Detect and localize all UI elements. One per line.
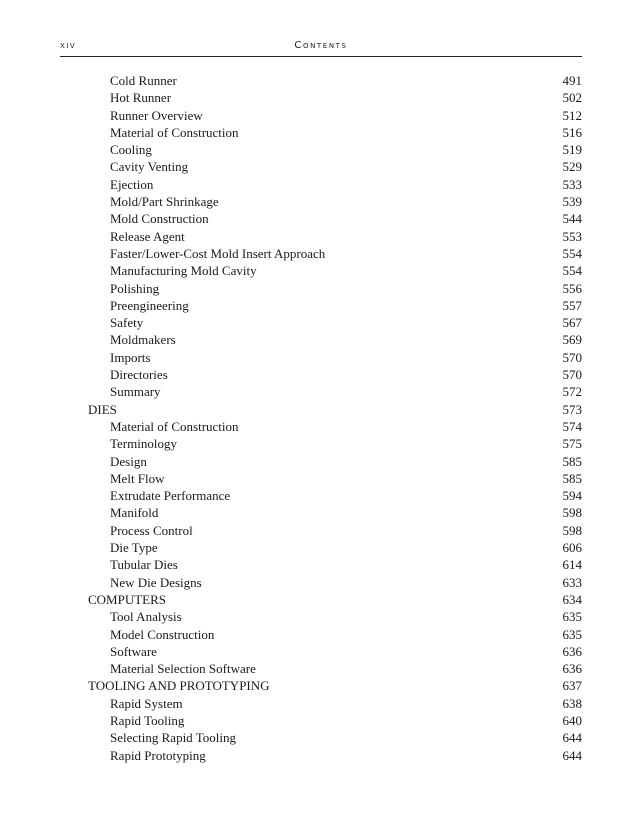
table-of-contents bbox=[0, 72, 638, 764]
toc-entry bbox=[0, 747, 638, 764]
toc-entry-page: 516 bbox=[562, 124, 582, 140]
toc-entry-title: Material of Construction bbox=[110, 124, 239, 140]
toc-entry bbox=[0, 210, 638, 227]
toc-entry bbox=[0, 487, 638, 504]
toc-entry bbox=[0, 556, 638, 573]
toc-entry-page: 554 bbox=[562, 263, 582, 279]
toc-entry-title: Safety bbox=[110, 315, 144, 331]
toc-entry-page: 553 bbox=[562, 228, 582, 244]
toc-entry bbox=[0, 262, 638, 279]
toc-entry-title: Imports bbox=[110, 349, 151, 365]
toc-entry-title: Material of Construction bbox=[110, 418, 239, 434]
toc-entry-page: 569 bbox=[562, 332, 582, 348]
toc-entry-title: Software bbox=[110, 643, 157, 659]
toc-entry-page: 554 bbox=[562, 245, 582, 261]
toc-entry-title: Tool Analysis bbox=[110, 609, 182, 625]
toc-entry-title: Preengineering bbox=[110, 297, 189, 313]
toc-entry-title: Tubular Dies bbox=[110, 557, 178, 573]
toc-entry bbox=[0, 383, 638, 400]
toc-entry bbox=[0, 418, 638, 435]
toc-entry-title: Rapid Tooling bbox=[110, 712, 185, 728]
toc-entry-title: Mold Construction bbox=[110, 211, 209, 227]
toc-entry bbox=[0, 124, 638, 141]
toc-entry bbox=[0, 72, 638, 89]
toc-entry-title: Model Construction bbox=[110, 626, 215, 642]
toc-entry-title: Summary bbox=[110, 384, 161, 400]
toc-entry-title: DIES bbox=[88, 401, 117, 417]
toc-entry-page: 585 bbox=[562, 470, 582, 486]
toc-entry-title: Design bbox=[110, 453, 147, 469]
toc-entry-title: Hot Runner bbox=[110, 90, 172, 106]
toc-entry-page: 640 bbox=[562, 712, 582, 728]
toc-entry-page: 606 bbox=[562, 540, 582, 556]
toc-entry-page: 635 bbox=[562, 609, 582, 625]
toc-entry bbox=[0, 193, 638, 210]
toc-entry-title: Rapid System bbox=[110, 695, 183, 711]
page-number: xiv bbox=[60, 40, 77, 51]
toc-entry-page: 529 bbox=[562, 159, 582, 175]
toc-entry bbox=[0, 504, 638, 521]
toc-entry-title: Manufacturing Mold Cavity bbox=[110, 263, 257, 279]
toc-entry-page: 633 bbox=[562, 574, 582, 590]
toc-entry bbox=[0, 643, 638, 660]
toc-entry-title: Release Agent bbox=[110, 228, 185, 244]
toc-entry-page: 635 bbox=[562, 626, 582, 642]
toc-entry bbox=[0, 141, 638, 158]
toc-entry-page: 636 bbox=[562, 643, 582, 659]
toc-entry-title: Material Selection Software bbox=[110, 661, 256, 677]
toc-entry-page: 634 bbox=[562, 591, 582, 607]
toc-entry-page: 502 bbox=[562, 90, 582, 106]
toc-entry-page: 491 bbox=[562, 73, 582, 88]
toc-entry-page: 533 bbox=[562, 176, 582, 192]
toc-entry-title: Selecting Rapid Tooling bbox=[110, 730, 236, 746]
toc-entry bbox=[0, 539, 638, 556]
toc-entry-page: 544 bbox=[562, 211, 582, 227]
toc-entry-page: 585 bbox=[562, 453, 582, 469]
toc-entry-title: Melt Flow bbox=[110, 470, 165, 486]
toc-entry bbox=[0, 107, 638, 124]
toc-entry-title: Manifold bbox=[110, 505, 159, 521]
toc-entry bbox=[0, 470, 638, 487]
toc-entry bbox=[0, 435, 638, 452]
toc-entry-page: 574 bbox=[562, 418, 582, 434]
toc-entry bbox=[0, 228, 638, 245]
toc-entry bbox=[0, 626, 638, 643]
toc-entry-title: New Die Designs bbox=[110, 574, 202, 590]
toc-entry-page: 644 bbox=[562, 730, 582, 746]
toc-section-entry bbox=[0, 591, 638, 608]
toc-entry bbox=[0, 297, 638, 314]
toc-entry bbox=[0, 695, 638, 712]
toc-entry bbox=[0, 522, 638, 539]
toc-entry-title: Extrudate Performance bbox=[110, 488, 231, 504]
toc-entry-page: 598 bbox=[562, 505, 582, 521]
toc-entry-page: 556 bbox=[562, 280, 582, 296]
toc-entry bbox=[0, 245, 638, 262]
toc-section-entry bbox=[0, 401, 638, 418]
toc-entry bbox=[0, 158, 638, 175]
toc-entry bbox=[0, 660, 638, 677]
toc-entry-page: 638 bbox=[562, 695, 582, 711]
toc-entry-title: Mold/Part Shrinkage bbox=[110, 194, 219, 210]
toc-entry-page: 570 bbox=[562, 367, 582, 383]
running-head: Contents bbox=[294, 40, 348, 51]
toc-entry-page: 614 bbox=[562, 557, 582, 573]
toc-entry bbox=[0, 453, 638, 470]
toc-section-entry bbox=[0, 677, 638, 694]
toc-entry-title: Directories bbox=[110, 367, 168, 383]
toc-entry-title: Runner Overview bbox=[110, 107, 203, 123]
toc-entry-page: 519 bbox=[562, 142, 582, 158]
toc-entry-title: Terminology bbox=[110, 436, 177, 452]
toc-entry-page: 598 bbox=[562, 522, 582, 538]
toc-entry bbox=[0, 366, 638, 383]
toc-entry bbox=[0, 176, 638, 193]
toc-entry-title: Cavity Venting bbox=[110, 159, 189, 175]
toc-entry-title: Die Type bbox=[110, 540, 158, 556]
toc-entry-page: 594 bbox=[562, 488, 582, 504]
toc-entry-page: 572 bbox=[562, 384, 582, 400]
toc-entry-page: 557 bbox=[562, 297, 582, 313]
toc-entry bbox=[0, 712, 638, 729]
toc-entry bbox=[0, 331, 638, 348]
toc-entry bbox=[0, 89, 638, 106]
toc-entry bbox=[0, 280, 638, 297]
toc-entry-page: 644 bbox=[562, 747, 582, 763]
toc-entry-title: Moldmakers bbox=[110, 332, 176, 348]
toc-entry-page: 573 bbox=[562, 401, 582, 417]
page-header bbox=[60, 38, 582, 57]
toc-entry-page: 567 bbox=[562, 315, 582, 331]
toc-entry-title: Ejection bbox=[110, 176, 154, 192]
toc-entry-page: 539 bbox=[562, 194, 582, 210]
toc-entry bbox=[0, 574, 638, 591]
toc-entry-title: COMPUTERS bbox=[88, 591, 167, 607]
toc-entry-title: Polishing bbox=[110, 280, 160, 296]
toc-entry bbox=[0, 314, 638, 331]
toc-entry-page: 636 bbox=[562, 661, 582, 677]
toc-entry-title: Process Control bbox=[110, 522, 193, 538]
toc-entry-title: TOOLING AND PROTOTYPING bbox=[88, 678, 270, 694]
toc-entry-title: Rapid Prototyping bbox=[110, 747, 206, 763]
toc-entry-page: 570 bbox=[562, 349, 582, 365]
toc-entry-title: Faster/Lower-Cost Mold Insert Approach bbox=[110, 245, 326, 261]
toc-entry bbox=[0, 729, 638, 746]
toc-entry bbox=[0, 608, 638, 625]
toc-entry-title: Cooling bbox=[110, 142, 152, 158]
toc-entry-page: 637 bbox=[562, 678, 582, 694]
toc-entry-title: Cold Runner bbox=[110, 73, 177, 88]
toc-entry bbox=[0, 349, 638, 366]
toc-entry-page: 512 bbox=[562, 107, 582, 123]
toc-entry-page: 575 bbox=[562, 436, 582, 452]
